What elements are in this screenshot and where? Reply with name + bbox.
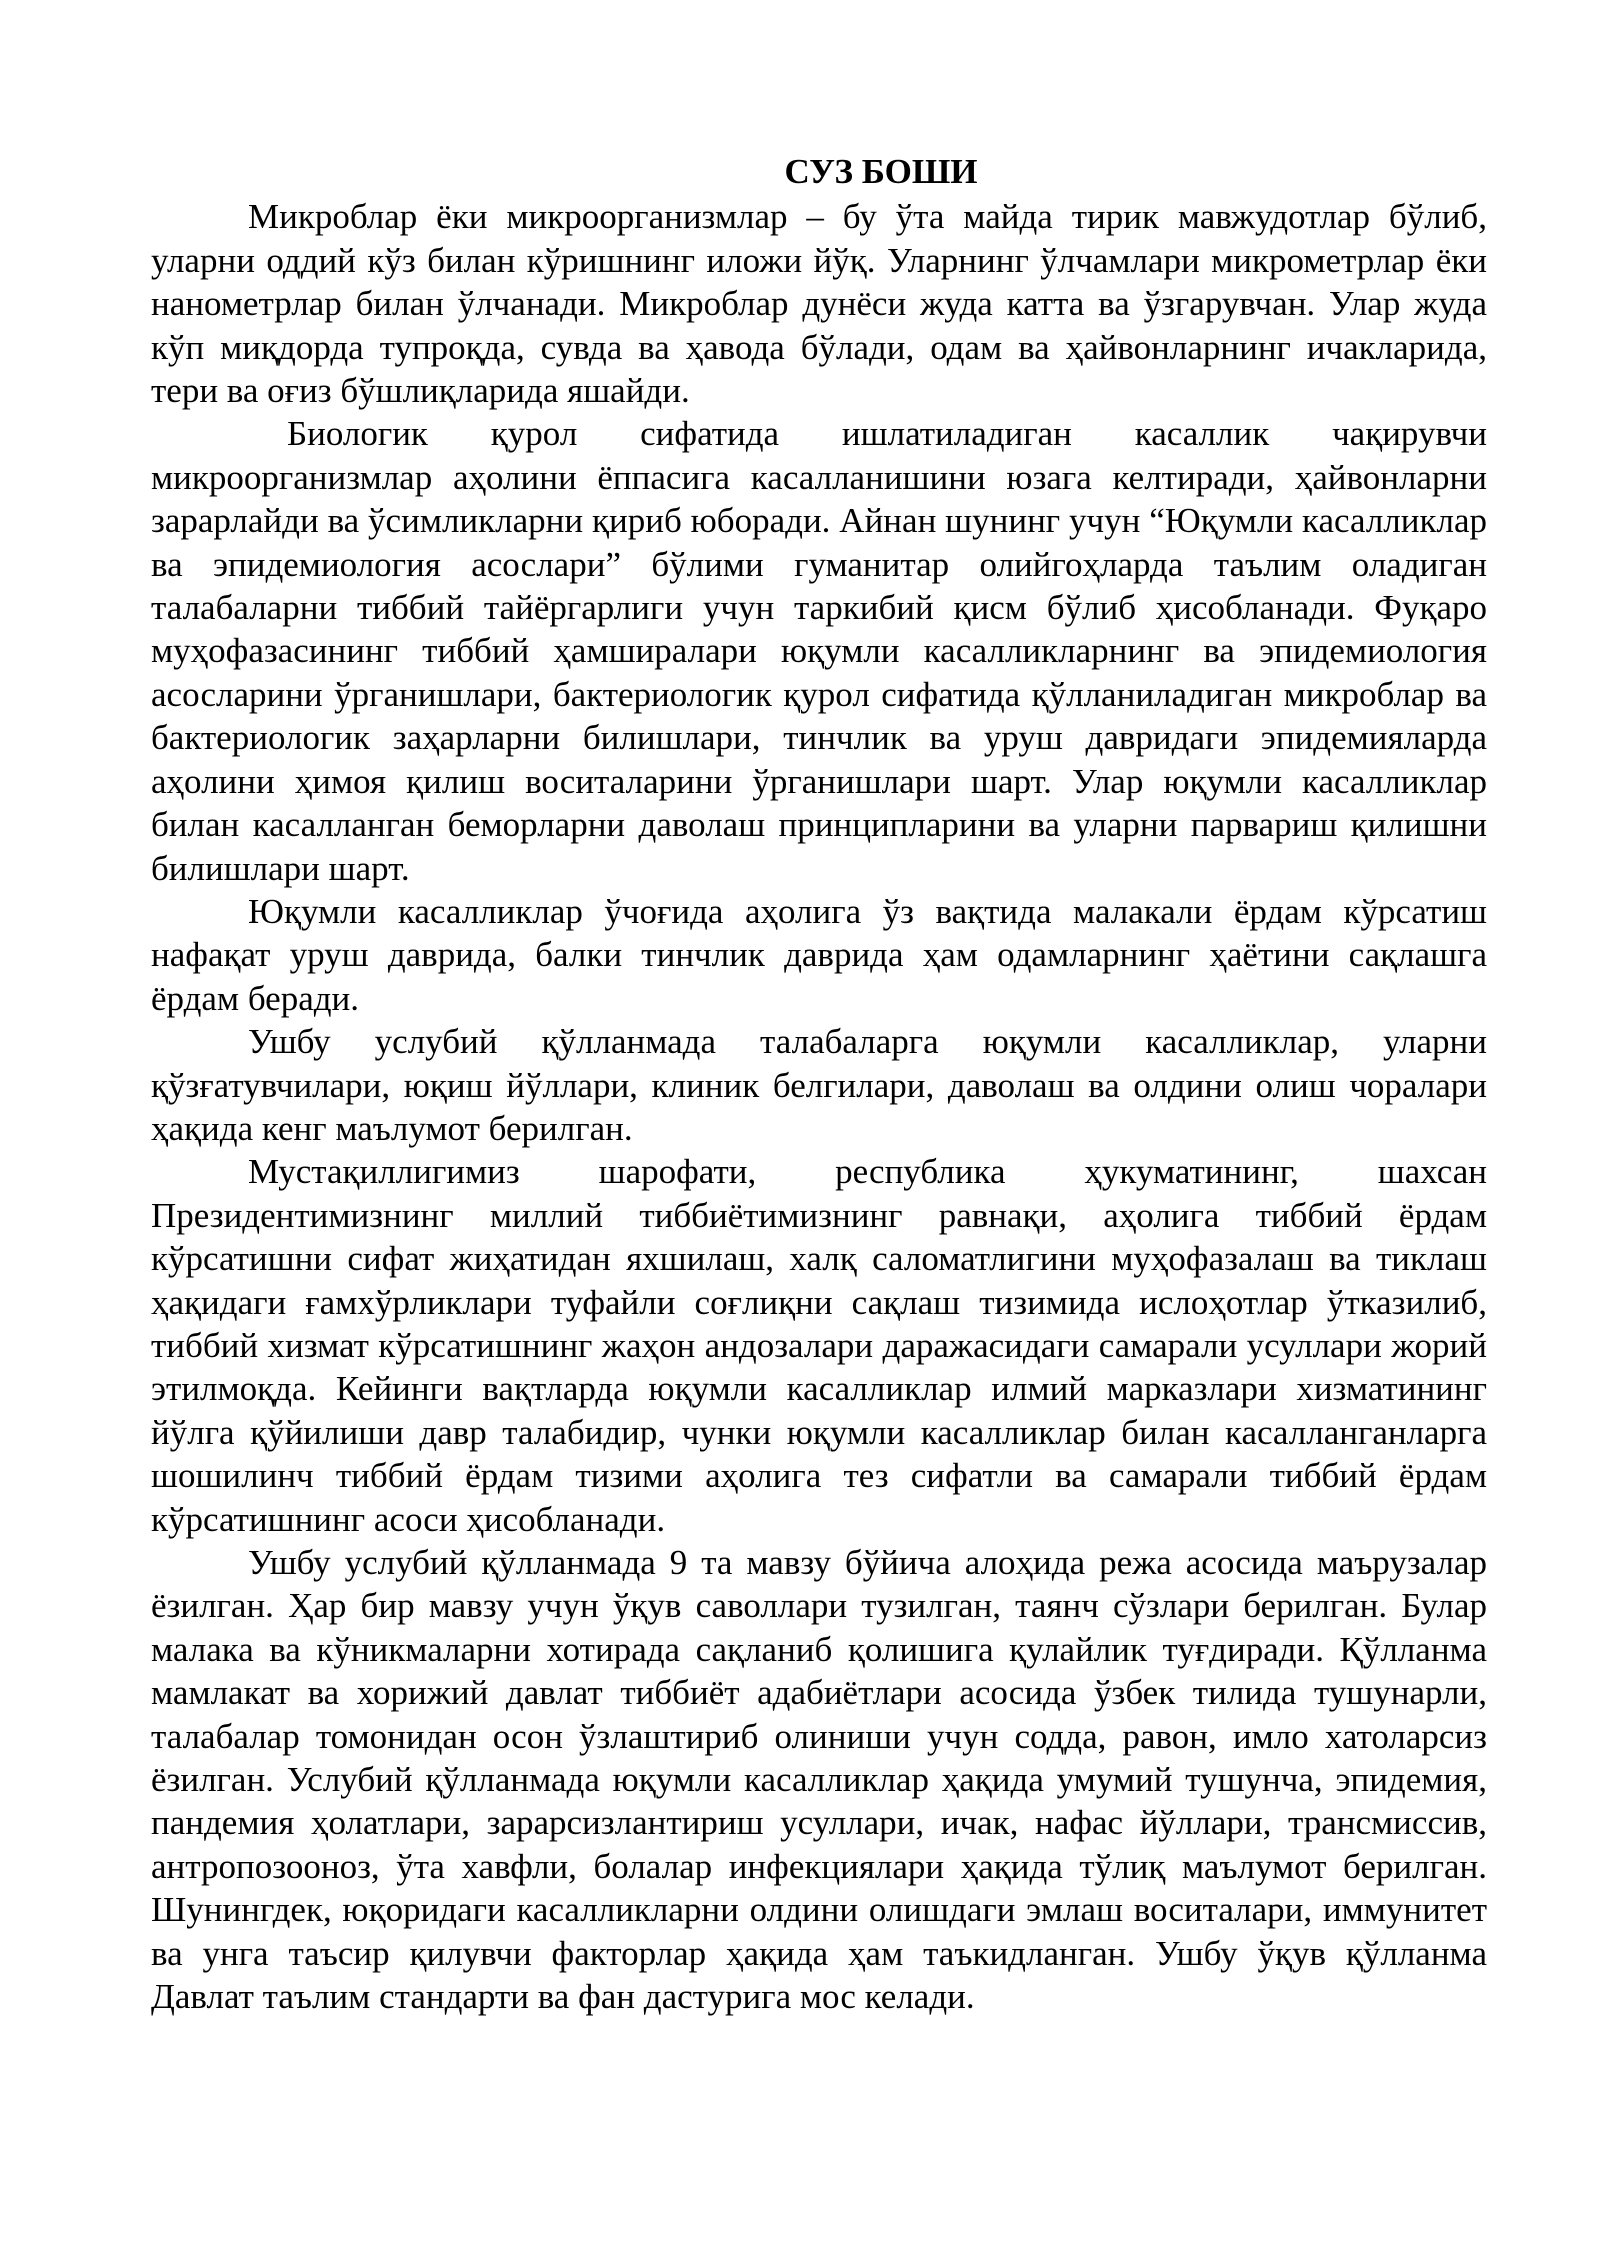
document-page (151, 150, 1487, 2018)
paragraph-2: Биологик қурол сифатида ишлатиладиган касаллик чақирувчи микроорганизмлар аҳолини ёппасига касалланишини юзага келтиради, ҳайвонларни зарарлайди ва ўсимликларни қириб юборади. Айнан шунинг учун “Юқумли касалликлар ва эпидемиология асослари” бўлими гуманитар олийгоҳларда таълим оладиган талабаларни тиббий тайёргарлиги учун таркибий қисм бўлиб ҳисобланади. Фуқаро муҳофазасининг тиббий ҳамширалари юқумли касалликларнинг ва эпидемиология асосларини ўрганишлари, бактериологик қурол сифатида қўлланиладиган микроблар ва бактериологик заҳарларни билишлари, тинчлик ва уруш давридаги эпидемияларда аҳолини ҳимоя қилиш воситаларини ўрганишлари шарт. Улар юқумли касалликлар билан касалланган беморларни даволаш принципларини ва уларни парвариш қилишни билишлари шарт. (151, 414, 1487, 888)
paragraph-6: Ушбу услубий қўлланмада 9 та мавзу бўйича алоҳида режа асосида маърузалар ёзилган. Ҳар бир мавзу учун ўқув саволлари тузилган, таянч сўзлари берилган. Булар малака ва кўникмаларни хотирада сақланиб қолишига қулайлик туғдиради. Қўлланма мамлакат ва хорижий давлат тиббиёт адабиётлари асосида ўзбек тилида тушунарли, талабалар томонидан осон ўзлаштириб олиниши учун содда, равон, имло хатоларсиз ёзилган. Услубий қўлланмада юқумли касалликлар ҳақида умумий тушунча, эпидемия, пандемия ҳолатлари, зарарсизлантириш усуллари, ичак, нафас йўллари, трансмиссив, антропозооноз, ўта хавфли, болалар инфекциялари ҳақида тўлиқ маълумот берилган. Шунингдек, юқоридаги касалликларни олдини олишдаги эмлаш воситалари, иммунитет ва унга таъсир қилувчи факторлар ҳақида ҳам таъкидланган. Ушбу ўқув қўлланма Давлат таълим стандарти ва фан дастурига мос келади. (151, 1543, 1487, 2017)
paragraph-1: Микроблар ёки микроорганизмлар – бу ўта майда тирик мавжудотлар бўлиб, уларни оддий кўз билан кўришнинг иложи йўқ. Уларнинг ўлчамлари микрометрлар ёки нанометрлар билан ўлчанади. Микроблар дунёси жуда катта ва ўзгарувчан. Улар жуда кўп миқдорда тупроқда, сувда ва ҳавода бўлади, одам ва ҳайвонларнинг ичакларида, тери ва оғиз бўшлиқларида яшайди. (151, 197, 1487, 411)
paragraph-4: Ушбу услубий қўлланмада талабаларга юқумли касалликлар, уларни қўзғатувчилари, юқиш йўллари, клиник белгилари, даволаш ва олдини олиш чоралари ҳақида кенг маълумот берилган. (151, 1022, 1487, 1148)
paragraph-3: Юқумли касалликлар ўчоғида аҳолига ўз вақтида малакали ёрдам кўрсатиш нафақат уруш даврида, балки тинчлик даврида ҳам одамларнинг ҳаётини сақлашга ёрдам беради. (151, 891, 1487, 1018)
page-title: СУЗ БОШИ (784, 152, 978, 191)
paragraph-5: Мустақиллигимиз шарофати, республика ҳукуматининг, шахсан Президентимизнинг миллий тиббиётимизнинг равнақи, аҳолига тиббий ёрдам кўрсатишни сифат жиҳатидан яхшилаш, халқ саломатлигини муҳофазалаш ва тиклаш ҳақидаги ғамхўрликлари туфайли соғлиқни сақлаш тизимида ислоҳотлар ўтказилиб, тиббий хизмат кўрсатишнинг жаҳон андозалари даражасидаги самарали усуллари жорий этилмоқда. Кейинги вақтларда юқумли касалликлар илмий марказлари хизматининг йўлга қўйилиши давр талабидир, чунки юқумли касалликлар билан касалланганларга шошилинч тиббий ёрдам тизими аҳолига тез сифатли ва самарали тиббий ёрдам кўрсатишнинг асоси ҳисобланади. (151, 1152, 1487, 1539)
